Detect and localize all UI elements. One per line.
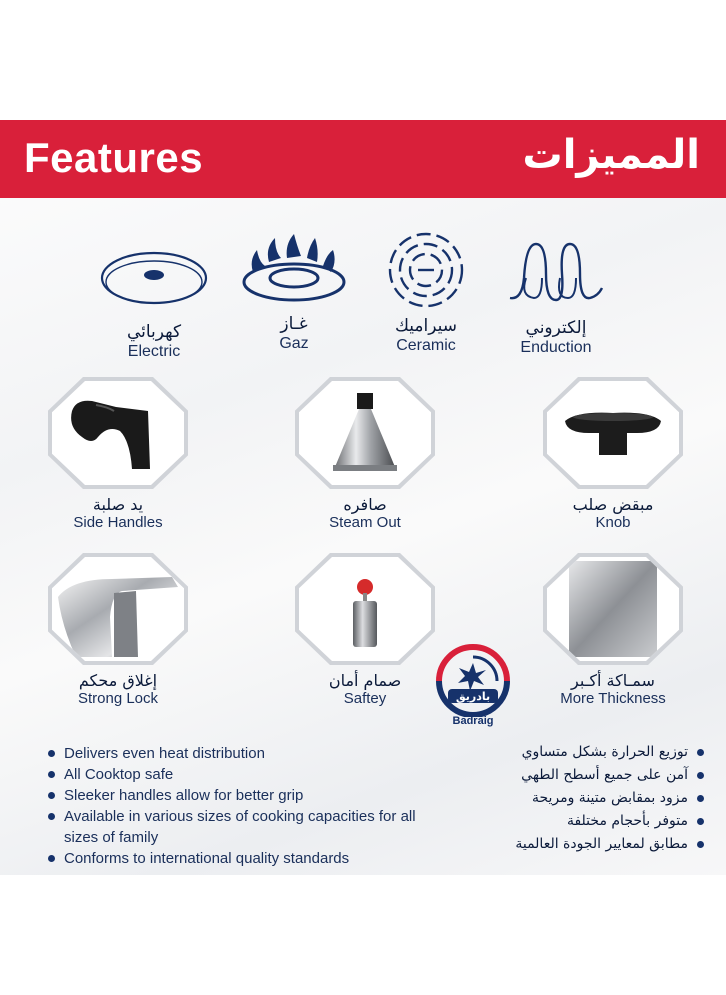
list-item: مزود بمقابض متينة ومريحة xyxy=(424,787,704,810)
cooktop-label-en: Electric xyxy=(127,343,181,360)
bullets-en xyxy=(48,743,448,869)
feature-thickness xyxy=(528,553,698,708)
electric-plate-icon xyxy=(99,248,209,308)
bullets-ar xyxy=(424,741,704,856)
list-item: متوفر بأحجام مختلفة xyxy=(424,810,704,833)
gas-flame-icon xyxy=(239,232,349,308)
feature-side-handles xyxy=(33,377,203,532)
feature-safety xyxy=(280,553,450,708)
ceramic-hob-icon xyxy=(386,230,466,310)
badraig-logo xyxy=(432,643,514,731)
cooktop-electric xyxy=(84,248,224,362)
list-item: Sleeker handles allow for better grip xyxy=(48,785,448,806)
cooktop-label-en: Gaz xyxy=(279,335,309,352)
cooktop-gas xyxy=(224,232,364,354)
feature-label-ar: صمام أمان xyxy=(328,671,402,690)
title-en: Features xyxy=(24,134,204,181)
logo-arabic: بادريق xyxy=(455,690,491,703)
logo-latin: Badraig xyxy=(452,715,494,727)
feature-label-ar: صافره xyxy=(343,495,387,514)
feature-label-en: Strong Lock xyxy=(77,690,159,707)
side-handle-icon xyxy=(52,381,184,485)
list-item: Delivers even heat distribution xyxy=(48,743,448,764)
cooktop-label-ar: سيراميك xyxy=(394,316,458,336)
cooktop-label-ar: غـاز xyxy=(280,314,308,334)
cooktop-label-en: Ceramic xyxy=(396,337,456,354)
steel-sheet-icon xyxy=(547,557,679,661)
feature-strong-lock xyxy=(33,553,203,708)
feature-label-en: Steam Out xyxy=(329,514,401,531)
list-item: مطابق لمعايير الجودة العالمية xyxy=(424,833,704,856)
steam-whistle-icon xyxy=(299,381,431,485)
strong-lock-icon xyxy=(52,557,184,661)
badraig-logo-icon xyxy=(432,643,514,717)
cooktop-label-en: Enduction xyxy=(520,339,592,356)
cooktop-label-ar: إلكتروني xyxy=(525,318,587,338)
feature-knob xyxy=(528,377,698,532)
list-item: توزيع الحرارة بشكل متساوي xyxy=(424,741,704,764)
cooktop-ceramic xyxy=(356,230,496,356)
features-banner xyxy=(0,120,726,198)
list-item: All Cooktop safe xyxy=(48,764,448,785)
feature-steam-out xyxy=(280,377,450,532)
feature-label-ar: إغلاق محكم xyxy=(78,671,158,690)
cooktop-induction xyxy=(486,238,626,358)
feature-label-en: Saftey xyxy=(343,690,387,707)
list-item: آمن على جميع أسطح الطهي xyxy=(424,764,704,787)
safety-valve-icon xyxy=(299,557,431,661)
list-item: Available in various sizes of cooking capacities for all sizes of family xyxy=(48,806,448,848)
feature-label-ar: سمـاكة أكـبر xyxy=(571,671,655,690)
knob-icon xyxy=(547,381,679,485)
feature-label-en: Side Handles xyxy=(73,514,163,531)
feature-label-en: Knob xyxy=(595,514,631,531)
feature-label-ar: يد صلبة xyxy=(92,495,144,514)
induction-coil-icon xyxy=(506,238,606,308)
cooktop-label-ar: كهربائي xyxy=(126,322,182,342)
title-ar: المميزات xyxy=(522,132,700,178)
feature-label-ar: مبقض صلب xyxy=(572,495,654,514)
feature-label-en: More Thickness xyxy=(560,690,666,707)
list-item: Conforms to international quality standards xyxy=(48,848,448,869)
